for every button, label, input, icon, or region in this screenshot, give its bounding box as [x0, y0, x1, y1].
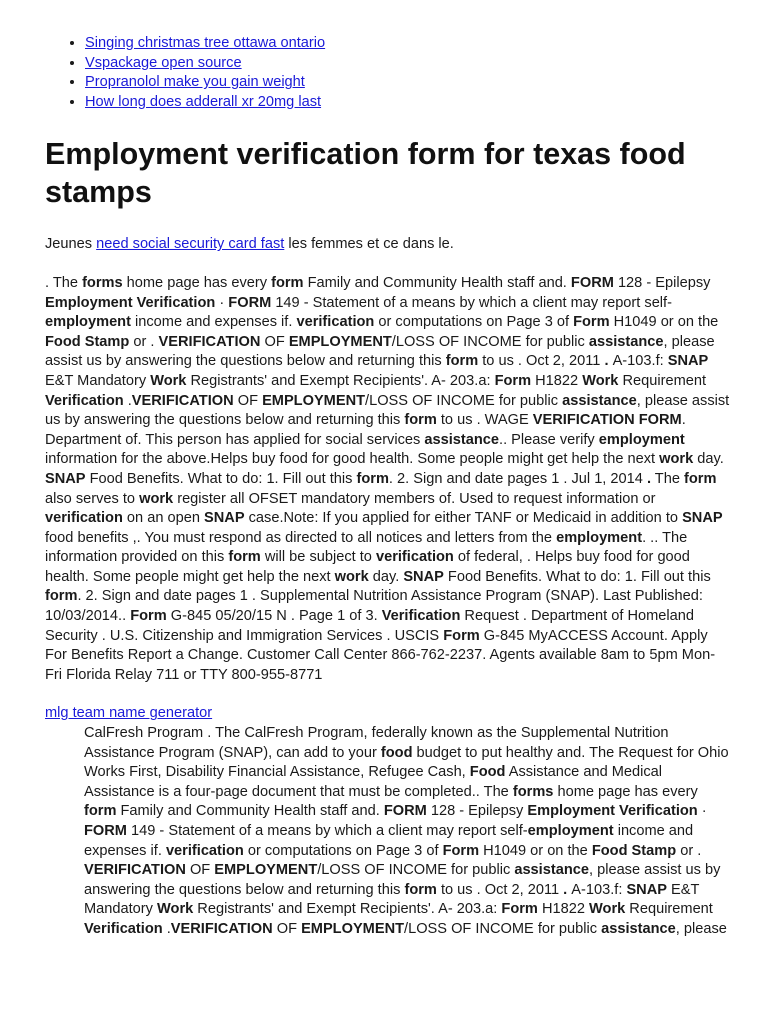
bold-term: forms [82, 274, 123, 291]
list-item [85, 54, 730, 74]
text-run: CalFresh Program . The CalFresh Program, federally known as the Supplemental Nutrition Assistance Program (SNAP), can add to your [84, 725, 669, 761]
text-run: or computations on Page 3 of [374, 314, 574, 331]
bold-term: Food Stamp [45, 333, 130, 350]
bold-term: Employment Verification [527, 803, 698, 820]
text-run: .. Please verify [499, 431, 599, 448]
text-run: , please assist us by answering the questions below and returning this [84, 862, 721, 898]
text-run: on an open [122, 510, 205, 527]
intro-text-before: Jeunes [45, 236, 97, 253]
text-run: The [651, 470, 684, 487]
bold-term: employment [556, 529, 643, 546]
text-run: A-103.f: [571, 881, 627, 898]
text-run: OF [260, 333, 289, 350]
text-run: 149 - Statement of a means by which a client may report self- [271, 294, 672, 311]
text-run: Family and Community Health staff and. [303, 274, 571, 291]
text-run: or . [129, 333, 159, 350]
text-run: OF [185, 862, 215, 879]
text-run: budget to put healthy and. The Request for Ohio Works First, Disability Financial Assistance, Refugee Cash, [84, 744, 729, 781]
bold-term: SNAP [45, 470, 86, 487]
text-run: of federal, . Helps buy food for good health. Some people might get help the next [45, 549, 690, 585]
text-run: information for the above.Helps buy food for good health. Some people might get help the next [45, 451, 660, 468]
bold-term: EMPLOYMENT [262, 392, 366, 409]
text-run: G-845 MyACCESS Account. Apply For Benefits Report a Change. Customer Call Center 866-762-2237. Agents available 8am to 5pm Mon-Fri Florida Relay 711 or TTY 800-955-8771 [45, 627, 716, 683]
text-run: Registrants' and Exempt Recipients'. A- 203.a: [186, 372, 495, 389]
text-run: 128 - Epilepsy [613, 274, 711, 291]
indented-paragraph [45, 724, 730, 940]
sub-section-link[interactable]: mlg team name generator [45, 705, 213, 722]
bold-term: Form [494, 372, 532, 389]
bold-term: form [271, 274, 304, 291]
related-links-list [45, 34, 730, 112]
text-run: . 2. Sign and date pages 1 . Supplemental Nutrition Assistance Program (SNAP). Last Published: 10/03/2014.. [45, 588, 703, 625]
bold-term: Verification [381, 608, 461, 625]
bold-term: verification [375, 549, 454, 566]
text-run: to us . Oct 2, 2011 [436, 881, 564, 898]
text-run: will be subject to [260, 549, 376, 566]
text-run: home page has every [122, 274, 272, 291]
text-run: E&T Mandatory [45, 372, 151, 389]
bold-term: Work [589, 901, 626, 918]
bold-term: VERIFICATION [170, 920, 273, 937]
bold-term: FORM [84, 823, 127, 839]
text-run: OF [233, 392, 263, 409]
bold-term: work [139, 490, 174, 507]
bold-term: . [563, 881, 572, 898]
bold-term: employment [45, 314, 131, 331]
text-run: . The [45, 274, 83, 291]
text-run: 128 - Epilepsy [426, 803, 528, 820]
bold-term: SNAP [682, 510, 723, 527]
text-run: G-845 05/20/15 N . Page 1 of 3. [166, 608, 382, 625]
text-run: /LOSS OF INCOME for public [391, 333, 589, 350]
bold-term: Form [442, 842, 480, 859]
bold-term: form [45, 588, 78, 605]
text-run: . Department of. This person has applied for social services [45, 412, 686, 448]
bold-term: FORM [228, 294, 272, 311]
text-run: /LOSS OF INCOME for public [317, 862, 515, 879]
related-link-3[interactable]: Propranolol make you gain weight [85, 74, 305, 91]
text-run: or computations on Page 3 of [243, 842, 443, 859]
bold-term: assistance [601, 920, 676, 937]
text-run: · [697, 803, 707, 820]
text-run: . 2. Sign and date pages 1 . Jul 1, 2014 [388, 470, 647, 487]
text-run: H1049 or on the [609, 314, 719, 331]
text-run: A-103.f: [612, 353, 668, 370]
related-link-2[interactable]: Vspackage open source [85, 54, 242, 71]
bold-term: form [445, 353, 479, 370]
bold-term: Verification [84, 920, 163, 937]
intro-link[interactable]: need social security card fast [96, 236, 285, 253]
text-run: Request . Department of Homeland Security . U.S. Citizenship and Immigration Services . USCIS [45, 608, 694, 644]
text-run: day. [693, 451, 724, 468]
text-run: register all OFSET mandatory members of. Used to request information or [173, 490, 656, 507]
text-run: home page has every [553, 783, 698, 800]
bold-term: verification [45, 510, 123, 527]
bold-term: SNAP [626, 881, 667, 898]
bold-term: assistance [588, 333, 664, 350]
bold-term: EMPLOYMENT [288, 333, 392, 350]
text-run: , please assist us by answering the questions below and returning this [45, 392, 730, 429]
text-run: Family and Community Health staff and. [116, 803, 384, 820]
text-run: , please assist us by answering the questions below and returning this [45, 333, 715, 370]
bold-term: VERIFICATION [131, 392, 234, 409]
text-run: income and expenses if. [84, 823, 694, 859]
text-run: H1822 [531, 372, 583, 389]
text-run: Registrants' and Exempt Recipients'. A- 203.a: [193, 901, 502, 918]
text-run: Food Benefits. What to do: 1. Fill out this [443, 568, 711, 585]
bold-term: work [659, 451, 694, 468]
bold-term: SNAP [403, 568, 444, 585]
bold-term: Form [130, 608, 167, 625]
bold-term: . [646, 470, 651, 487]
bold-term: . [604, 353, 613, 370]
bold-term: FORM [383, 803, 427, 820]
bold-term: EMPLOYMENT [214, 862, 318, 879]
bold-term: form [684, 470, 717, 487]
text-run: to us . WAGE [436, 412, 533, 429]
body-paragraph [45, 274, 730, 685]
text-run: Requirement [625, 901, 713, 918]
bold-term: SNAP [204, 510, 245, 527]
bold-term: EMPLOYMENT [301, 920, 405, 937]
list-item [85, 73, 730, 93]
bold-term: VERIFICATION [158, 333, 261, 350]
bold-term: Employment Verification [45, 294, 216, 311]
bold-term: Work [582, 372, 619, 389]
text-run: E&T Mandatory [84, 881, 700, 918]
text-run: to us . Oct 2, 2011 [478, 353, 605, 370]
related-link-1[interactable]: Singing christmas tree ottawa ontario [85, 35, 326, 51]
list-item [85, 34, 730, 54]
text-run: H1049 or on the [479, 842, 592, 859]
related-link-4[interactable]: How long does adderall xr 20mg last [85, 93, 322, 110]
bold-term: form [84, 803, 117, 820]
bold-term: Food Stamp [591, 842, 677, 859]
text-run: day. [368, 568, 404, 585]
text-run: income and expenses if. [130, 314, 297, 331]
bold-term: assistance [562, 392, 637, 409]
text-run: case.Note: If you applied for either TANF or Medicaid in addition to [244, 510, 683, 527]
bold-term: Form [573, 314, 610, 331]
text-run: . [123, 392, 132, 409]
text-run: H1822 [537, 901, 590, 918]
bold-term: Form [443, 627, 480, 644]
bold-term: FORM [570, 274, 614, 291]
text-run: . .. The information provided on this [45, 529, 688, 566]
text-run: 149 - Statement of a means by which a client may report self- [126, 823, 528, 839]
bold-term: form [356, 470, 389, 487]
text-run: · [215, 294, 229, 311]
bold-term: Food [469, 764, 506, 781]
text-run: food benefits ,. You must respond as directed to all notices and letters from the [45, 529, 557, 546]
bold-term: verification [165, 842, 244, 859]
text-run: OF [272, 920, 302, 937]
text-run: Assistance and Medical Assistance is a four-page document that must be completed.. The [84, 764, 663, 800]
intro-paragraph [45, 235, 730, 255]
bold-term: Work [150, 372, 187, 389]
page-title: Employment verification form for texas food stamps [45, 137, 686, 210]
bold-term: employment [598, 431, 685, 448]
bold-term: form [404, 412, 437, 429]
bold-term: SNAP [667, 353, 709, 370]
list-item [85, 93, 730, 113]
bold-term: Verification [45, 392, 124, 409]
text-run: Food Benefits. What to do: 1. Fill out this [85, 470, 357, 487]
bold-term: assistance [514, 862, 589, 879]
bold-term: assistance [424, 431, 500, 448]
text-run: Requirement [618, 372, 707, 389]
bold-term: VERIFICATION [84, 862, 186, 879]
text-run: or . [676, 842, 702, 859]
bold-term: form [228, 549, 261, 566]
text-run: /LOSS OF INCOME for public [365, 392, 563, 409]
text-run: . [162, 920, 171, 937]
bold-term: Work [157, 901, 194, 918]
bold-term: VERIFICATION FORM [532, 412, 682, 429]
bold-term: work [334, 568, 369, 585]
intro-text-after: les femmes et ce dans le. [284, 236, 454, 253]
bold-term: form [404, 881, 437, 898]
text-run: , please [675, 920, 727, 937]
text-run: also serves to [45, 490, 140, 507]
bold-term: Form [501, 901, 538, 918]
bold-term: employment [527, 823, 614, 839]
bold-term: food [380, 744, 413, 761]
text-run: /LOSS OF INCOME for public [404, 920, 602, 937]
bold-term: forms [512, 783, 554, 800]
bold-term: verification [296, 314, 375, 331]
